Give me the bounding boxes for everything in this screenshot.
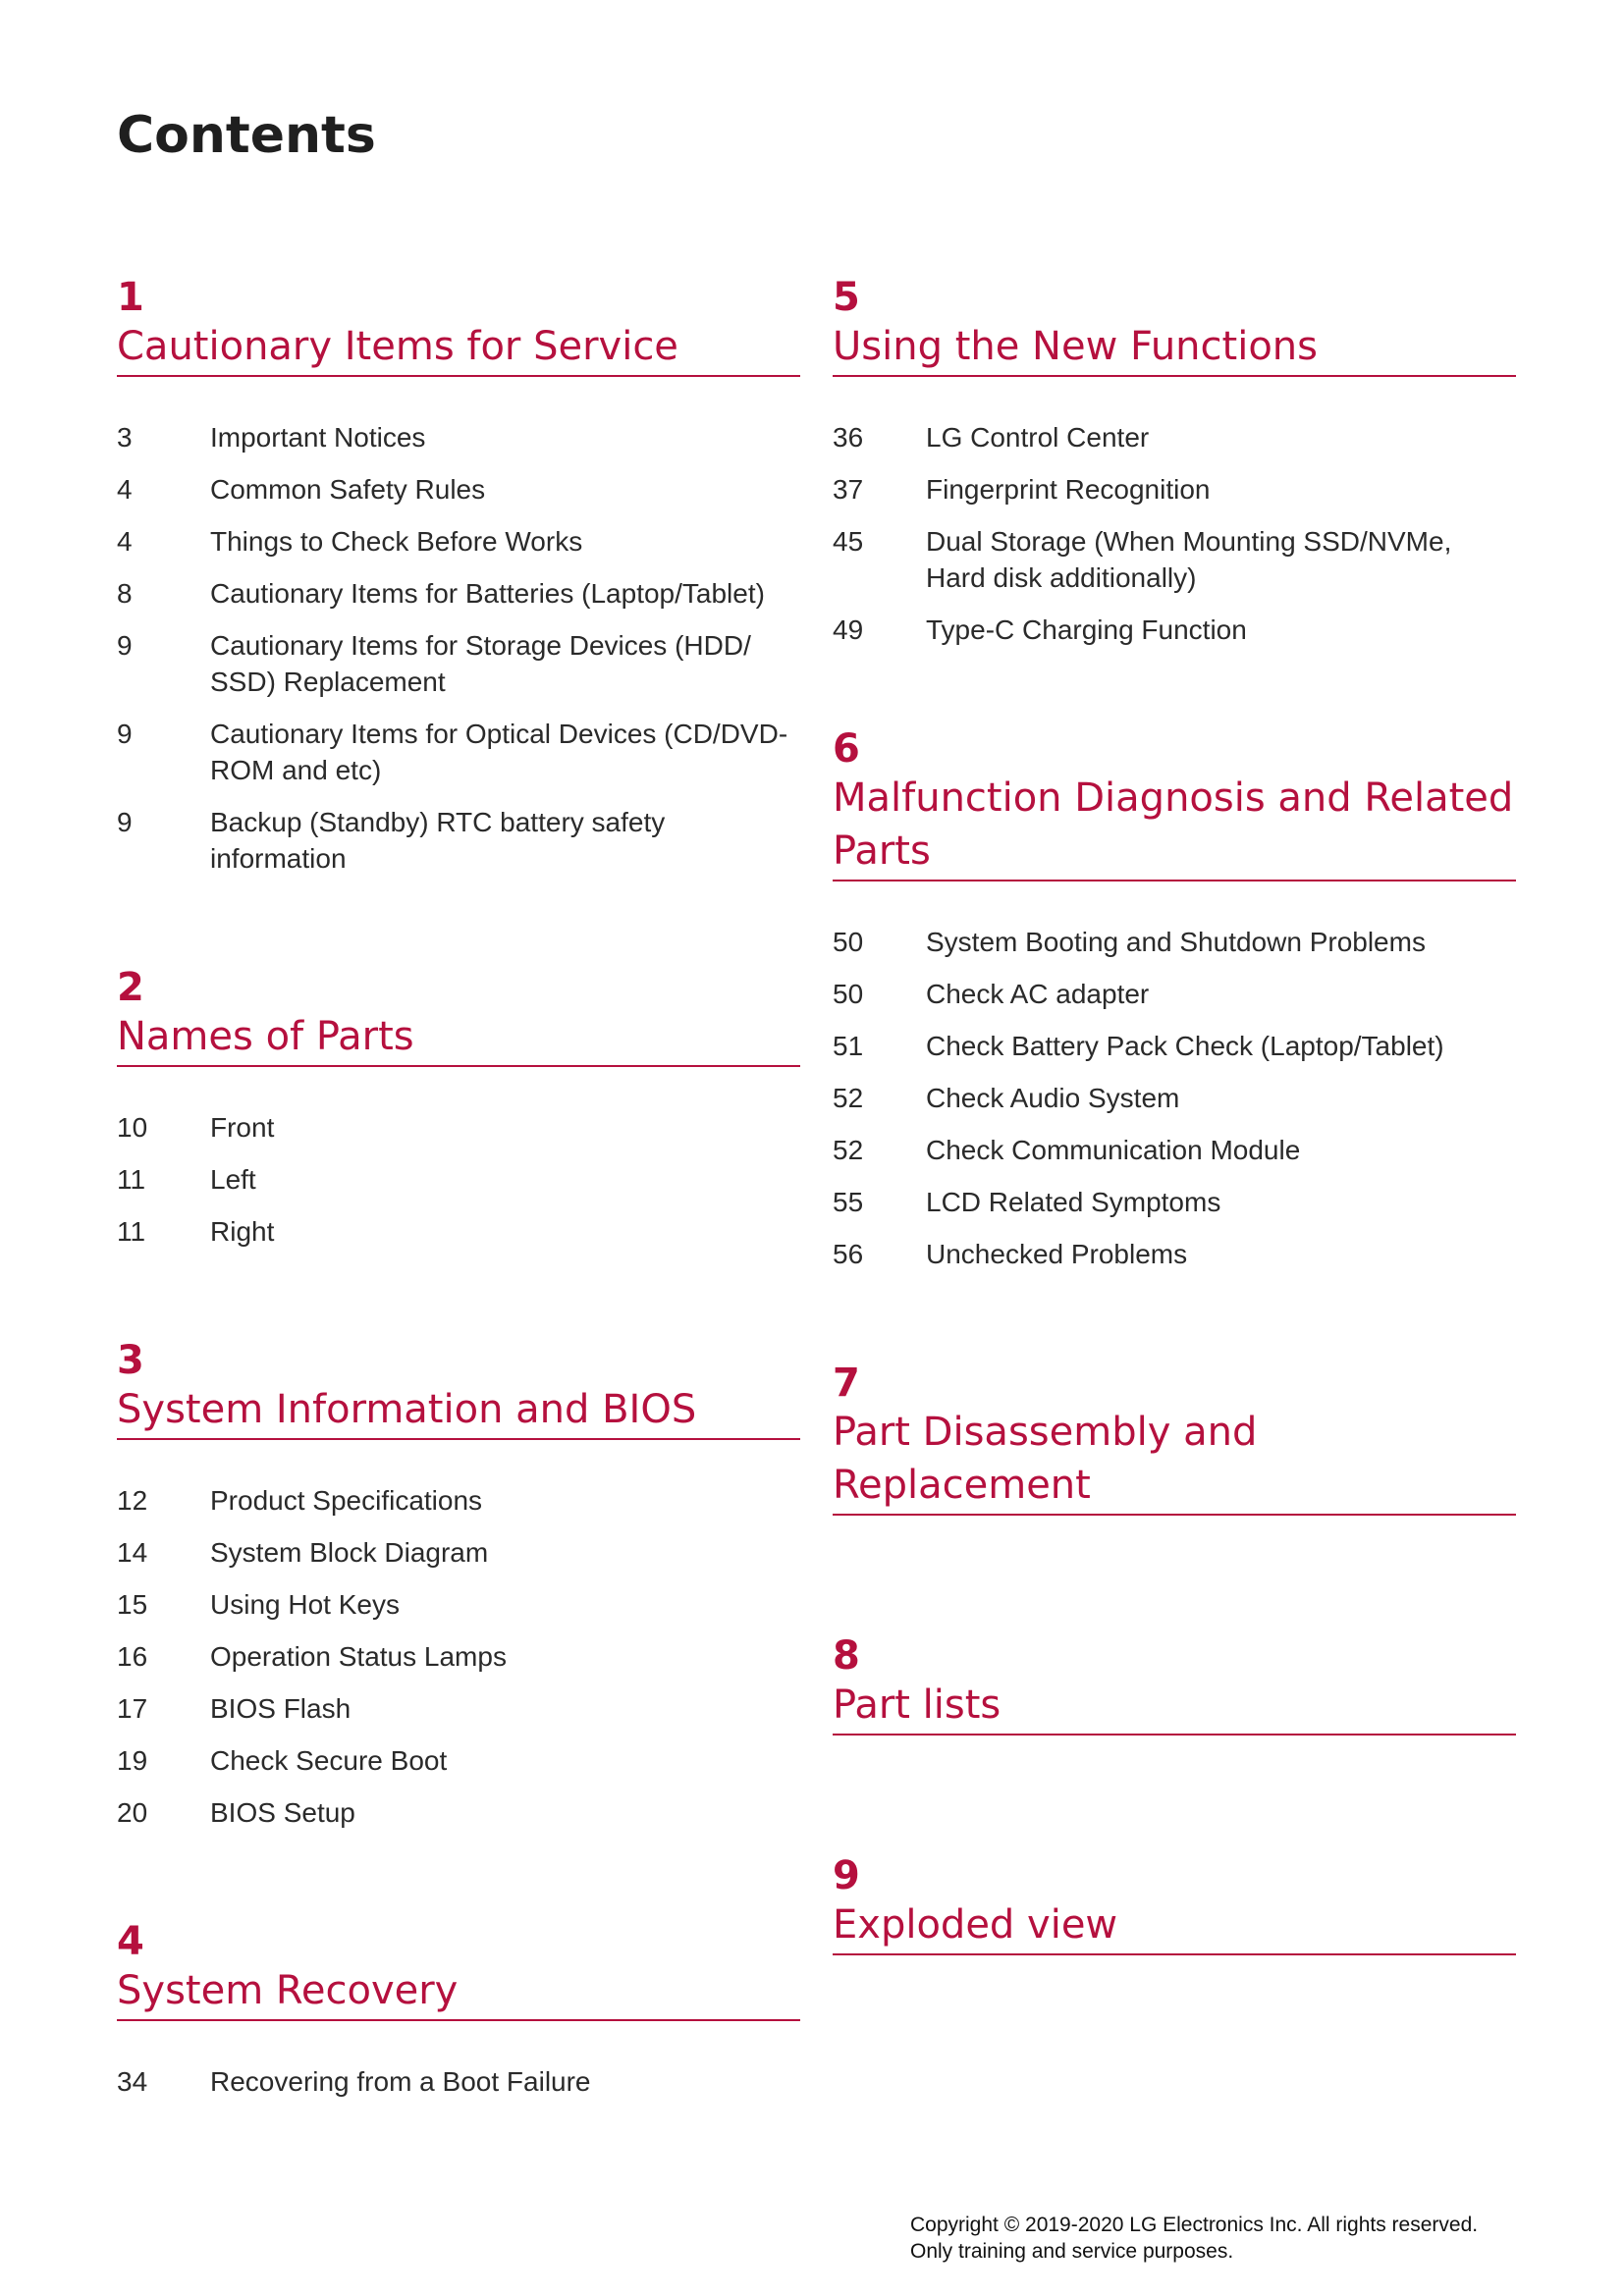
section-title: Part Disassembly and Replacement	[833, 1410, 1258, 1508]
toc-entry[interactable]	[833, 976, 1516, 1012]
toc-entry[interactable]	[833, 1184, 1516, 1220]
toc-page-number: 9	[117, 719, 133, 749]
toc-entry-text: Left	[210, 1164, 256, 1195]
toc-entry-text: LG Control Center	[926, 422, 1150, 453]
toc-entry-text: BIOS Setup	[210, 1797, 355, 1828]
toc-entry-text: Check Communication Module	[926, 1135, 1301, 1165]
section-number: 2	[117, 965, 144, 1010]
toc-page-number: 4	[117, 526, 133, 557]
toc-entry-text: Fingerprint Recognition	[926, 474, 1211, 505]
section-number: 4	[117, 1919, 144, 1964]
toc-entry-text: Common Safety Rules	[210, 474, 486, 505]
section-number: 1	[117, 275, 144, 320]
toc-entry[interactable]	[117, 575, 800, 612]
toc-entry-text: Check Battery Pack Check (Laptop/Tablet)	[926, 1031, 1444, 1061]
toc-entry[interactable]	[117, 523, 800, 560]
toc-entry-list	[117, 1482, 800, 1831]
toc-section	[833, 726, 1516, 1272]
section-title: Part lists	[833, 1682, 1001, 1728]
toc-page-number: 12	[117, 1485, 148, 1516]
toc-page-number: 37	[833, 474, 864, 505]
page-title: Contents	[117, 106, 376, 165]
toc-entry[interactable]	[833, 1028, 1516, 1064]
toc-section	[117, 965, 800, 1250]
toc-entry-text: Backup (Standby) RTC battery safety information	[210, 807, 666, 874]
toc-column-left	[117, 275, 800, 2115]
toc-entry[interactable]	[117, 1690, 800, 1727]
toc-page-number: 50	[833, 927, 864, 957]
toc-entry[interactable]	[833, 523, 1516, 596]
toc-section	[833, 275, 1516, 648]
toc-entry[interactable]	[117, 1586, 800, 1623]
section-number: 8	[833, 1633, 860, 1679]
toc-page-number: 11	[117, 1216, 146, 1247]
toc-entry[interactable]	[833, 924, 1516, 960]
toc-entry[interactable]	[117, 1794, 800, 1831]
toc-entry-text: Things to Check Before Works	[210, 526, 583, 557]
toc-page-number: 56	[833, 1239, 864, 1269]
toc-entry[interactable]	[117, 1742, 800, 1779]
toc-page-number: 8	[117, 578, 133, 609]
toc-entry[interactable]	[117, 804, 800, 877]
toc-section	[117, 275, 800, 877]
section-title: Exploded view	[833, 1902, 1118, 1948]
section-heading[interactable]	[833, 726, 1516, 881]
toc-page-number: 9	[117, 630, 133, 661]
toc-page-number: 9	[117, 807, 133, 837]
section-title: Malfunction Diagnosis and Related Parts	[833, 775, 1514, 874]
toc-section	[117, 1919, 800, 2100]
usage-note: Only training and service purposes.	[910, 2240, 1234, 2263]
toc-entry-text: Right	[210, 1216, 275, 1247]
section-heading[interactable]	[833, 1633, 1516, 1735]
toc-entry[interactable]	[833, 612, 1516, 648]
toc-section	[833, 1633, 1516, 1735]
toc-page-number: 11	[117, 1164, 146, 1195]
toc-entry[interactable]	[117, 1482, 800, 1519]
section-heading[interactable]	[117, 275, 800, 377]
toc-page-number: 52	[833, 1135, 864, 1165]
toc-entry[interactable]	[833, 471, 1516, 507]
toc-entry-text: Recovering from a Boot Failure	[210, 2066, 591, 2097]
toc-entry-text: Important Notices	[210, 422, 426, 453]
toc-page-number: 51	[833, 1031, 864, 1061]
toc-page-number: 36	[833, 422, 864, 453]
section-heading[interactable]	[117, 965, 800, 1067]
section-title: System Information and BIOS	[117, 1387, 697, 1432]
toc-entry[interactable]	[117, 1109, 800, 1146]
toc-entry-list	[833, 924, 1516, 1272]
section-heading[interactable]	[833, 1853, 1516, 1955]
section-heading[interactable]	[833, 1361, 1516, 1516]
copyright-line: Copyright © 2019-2020 LG Electronics Inc. All rights reserved.	[910, 2214, 1479, 2236]
toc-page-number: 49	[833, 614, 864, 645]
toc-entry-text: Operation Status Lamps	[210, 1641, 507, 1672]
toc-page-number: 45	[833, 526, 864, 557]
toc-entry[interactable]	[117, 1638, 800, 1675]
toc-page-number: 16	[117, 1641, 148, 1672]
toc-entry[interactable]	[117, 1534, 800, 1571]
toc-entry-text: Cautionary Items for Batteries (Laptop/Tablet)	[210, 578, 765, 609]
copyright-notice	[910, 2212, 1478, 2265]
toc-entry-text: Check Secure Boot	[210, 1745, 448, 1776]
toc-section	[833, 1853, 1516, 1955]
toc-entry[interactable]	[117, 1213, 800, 1250]
section-number: 3	[117, 1338, 144, 1383]
toc-entry-list	[117, 419, 800, 877]
toc-entry[interactable]	[833, 419, 1516, 455]
section-title: Using the New Functions	[833, 324, 1318, 369]
toc-entry-text: Front	[210, 1112, 275, 1143]
toc-entry[interactable]	[117, 471, 800, 507]
toc-entry-text: LCD Related Symptoms	[926, 1187, 1221, 1217]
toc-page-number: 14	[117, 1537, 148, 1568]
toc-entry[interactable]	[833, 1132, 1516, 1168]
toc-entry-text: Check Audio System	[926, 1083, 1180, 1113]
section-heading[interactable]	[833, 275, 1516, 377]
toc-entry[interactable]	[117, 2063, 800, 2100]
toc-page-number: 15	[117, 1589, 148, 1620]
toc-entry[interactable]	[117, 419, 800, 455]
toc-page-number: 17	[117, 1693, 148, 1724]
toc-entry[interactable]	[117, 716, 800, 788]
toc-page-number: 20	[117, 1797, 148, 1828]
toc-entry[interactable]	[117, 1161, 800, 1198]
section-number: 7	[833, 1361, 860, 1406]
toc-entry-list	[117, 1109, 800, 1250]
toc-entry-text: Cautionary Items for Storage Devices (HDD/ SSD) Replacement	[210, 630, 751, 697]
section-number: 9	[833, 1853, 860, 1898]
toc-entry-text: Unchecked Problems	[926, 1239, 1188, 1269]
toc-page-number: 55	[833, 1187, 864, 1217]
toc-entry-text: Type-C Charging Function	[926, 614, 1247, 645]
toc-page-number: 3	[117, 422, 133, 453]
toc-entry[interactable]	[117, 627, 800, 700]
toc-entry-text: BIOS Flash	[210, 1693, 352, 1724]
toc-section	[117, 1338, 800, 1831]
toc-entry-text: System Block Diagram	[210, 1537, 489, 1568]
toc-entry-text: Dual Storage (When Mounting SSD/NVMe, Hard disk additionally)	[926, 526, 1452, 593]
toc-entry-text: System Booting and Shutdown Problems	[926, 927, 1426, 957]
toc-page-number: 4	[117, 474, 133, 505]
toc-page-number: 34	[117, 2066, 148, 2097]
toc-entry[interactable]	[833, 1236, 1516, 1272]
toc-entry-text: Check AC adapter	[926, 979, 1150, 1009]
toc-page-number: 10	[117, 1112, 148, 1143]
section-title: Names of Parts	[117, 1014, 414, 1059]
toc-page-number: 50	[833, 979, 864, 1009]
section-heading[interactable]	[117, 1338, 800, 1440]
toc-entry-text: Product Specifications	[210, 1485, 483, 1516]
toc-page-number: 19	[117, 1745, 148, 1776]
section-title: System Recovery	[117, 1968, 459, 2013]
toc-entry[interactable]	[833, 1080, 1516, 1116]
section-title: Cautionary Items for Service	[117, 324, 678, 369]
section-number: 6	[833, 726, 860, 772]
toc-page-number: 52	[833, 1083, 864, 1113]
toc-column-right	[833, 275, 1516, 1955]
toc-entry-list	[833, 419, 1516, 648]
toc-entry-list	[117, 2063, 800, 2100]
section-heading[interactable]	[117, 1919, 800, 2021]
toc-entry-text: Using Hot Keys	[210, 1589, 400, 1620]
section-number: 5	[833, 275, 860, 320]
toc-section	[833, 1361, 1516, 1516]
toc-entry-text: Cautionary Items for Optical Devices (CD/DVD-ROM and etc)	[210, 719, 788, 785]
